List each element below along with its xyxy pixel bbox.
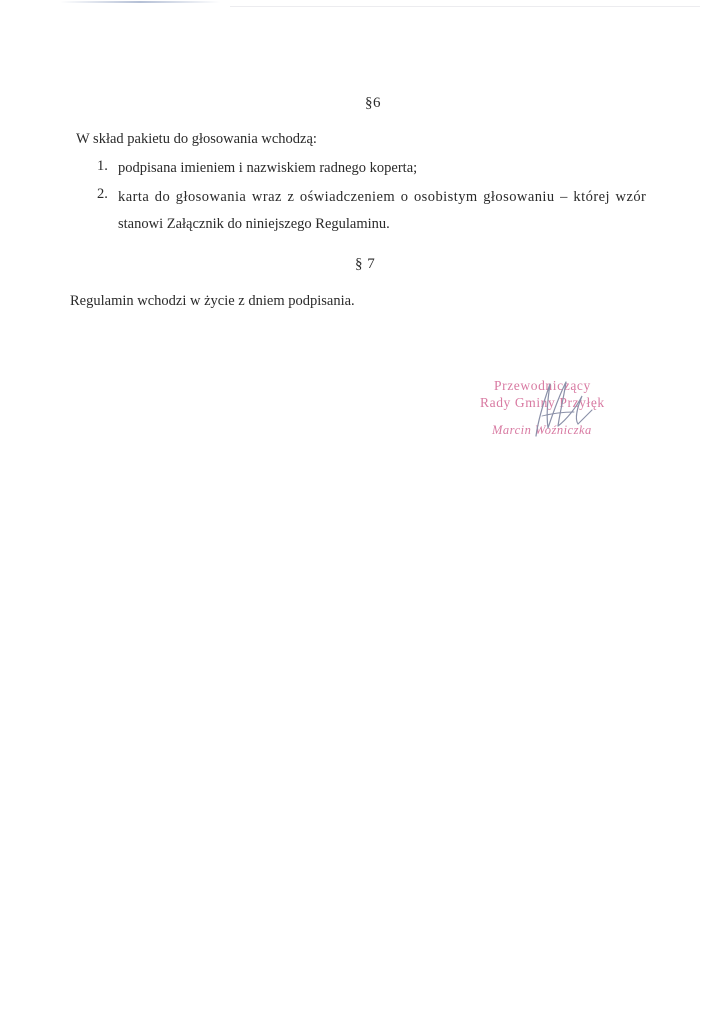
section-6-intro: W skład pakietu do głosowania wchodzą: (76, 131, 317, 147)
handwritten-signature (498, 376, 598, 440)
section-7-heading: § 7 (355, 256, 376, 272)
list-item-1-text: podpisana imieniem i nazwiskiem radnego koperta; (118, 160, 418, 176)
section-6-heading: §6 (365, 95, 381, 111)
scan-edge-mark (60, 1, 220, 3)
list-item-1-number: 1. (97, 158, 108, 174)
list-item-2-number: 2. (97, 186, 108, 202)
list-item-2-text-line-2: stanowi Załącznik do niniejszego Regulaminu. (118, 216, 390, 232)
official-stamp (470, 376, 630, 446)
section-7-text: Regulamin wchodzi w życie z dniem podpisania. (70, 293, 355, 309)
list-item-2-text-line-1: karta do głosowania wraz z oświadczeniem o osobistym głosowaniu – której wzór (118, 189, 647, 205)
scan-edge-line (230, 6, 700, 7)
stamp-council-name: Rady Gminy Przyłęk (480, 395, 605, 410)
stamp-title: Przewodniczący (494, 378, 591, 393)
stamp-chairman-name: Marcin Woźniczka (492, 423, 592, 437)
